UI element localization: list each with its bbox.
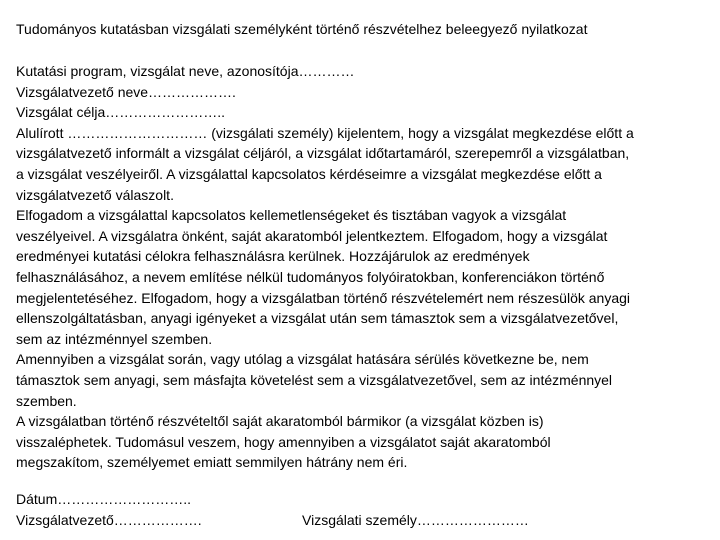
body-text-line: sem az intézménnyel szemben.: [16, 330, 213, 347]
document-title: Tudományos kutatásban vizsgálati személyként történő részvételhez beleegyező nyilatkozat: [16, 21, 588, 37]
body-text-line: vizsgálatvezető válaszolt.: [16, 186, 174, 203]
body-text-line: megszakítom, személyemet emiatt semmilyen hátrány nem éri.: [16, 454, 408, 471]
body-text-line: a vizsgálat veszélyeiről. A vizsgálattal kapcsolatos kérdéseimre a vizsgálat megkezdése előtt a: [16, 165, 602, 182]
study-purpose-line: Vizsgálat célja……………………..: [16, 104, 226, 121]
leader-name-line: Vizsgálatvezető neve……………….: [16, 83, 236, 100]
body-text-line: Alulírott ………………………… (vizsgálati személy) kijelentem, hogy a vizsgálat megkezdése előtt a: [16, 124, 634, 141]
body-text-line: támasztok sem anyagi, sem másfajta követelést sem a vizsgálatvezetővel, sem az intézménnyel: [16, 371, 613, 388]
document-body: [16, 61, 704, 473]
leader-signature-field: Vizsgálatvezető……………….: [16, 512, 202, 528]
body-text-line: megjelentetéséhez. Elfogadom, hogy a vizsgálatban történő részvételemért nem részesülök anyagi: [16, 289, 631, 306]
body-text-line: vizsgálatvezető informált a vizsgálat céljáról, a vizsgálat időtartamáról, szerepemről a vizsgálatban,: [16, 145, 630, 162]
body-text-line: ellenszolgáltatásban, anyagi igényeket a vizsgálat után sem támasztok sem a vizsgálatvezetővel,: [16, 310, 619, 327]
program-name-line: Kutatási program, vizsgálat neve, azonosítója…………: [16, 63, 355, 79]
subject-signature-field: Vizsgálati személy……………………: [302, 512, 529, 528]
body-text-line: veszélyeivel. A vizsgálatra önként, saját akaratomból jelentkeztem. Elfogadom, hogy a vizsgálat: [16, 227, 608, 244]
date-field: Dátum………………………..: [16, 491, 192, 507]
body-text-line: eredményei kutatási célokra felhasználásra kerülnek. Hozzájárulok az eredmények: [16, 248, 530, 265]
body-text-line: Elfogadom a vizsgálattal kapcsolatos kellemetlenségeket és tisztában vagyok a vizsgálat: [16, 207, 567, 224]
body-text-line: Amennyiben a vizsgálat során, vagy utólag a vizsgálat hatására sérülés következne be, nem: [16, 351, 589, 368]
body-text-line: felhasználásához, a nevem említése nélkül tudományos folyóiratokban, konferenciákon történő: [16, 268, 605, 285]
signature-block: [16, 489, 704, 531]
body-text-line: szemben.: [16, 392, 77, 409]
body-text-line: A vizsgálatban történő részvételtől saját akaratomból bármikor (a vizsgálat közben is): [16, 413, 544, 430]
body-text-line: visszaléphetek. Tudomásul veszem, hogy amennyiben a vizsgálatot saját akaratomból: [16, 433, 551, 450]
